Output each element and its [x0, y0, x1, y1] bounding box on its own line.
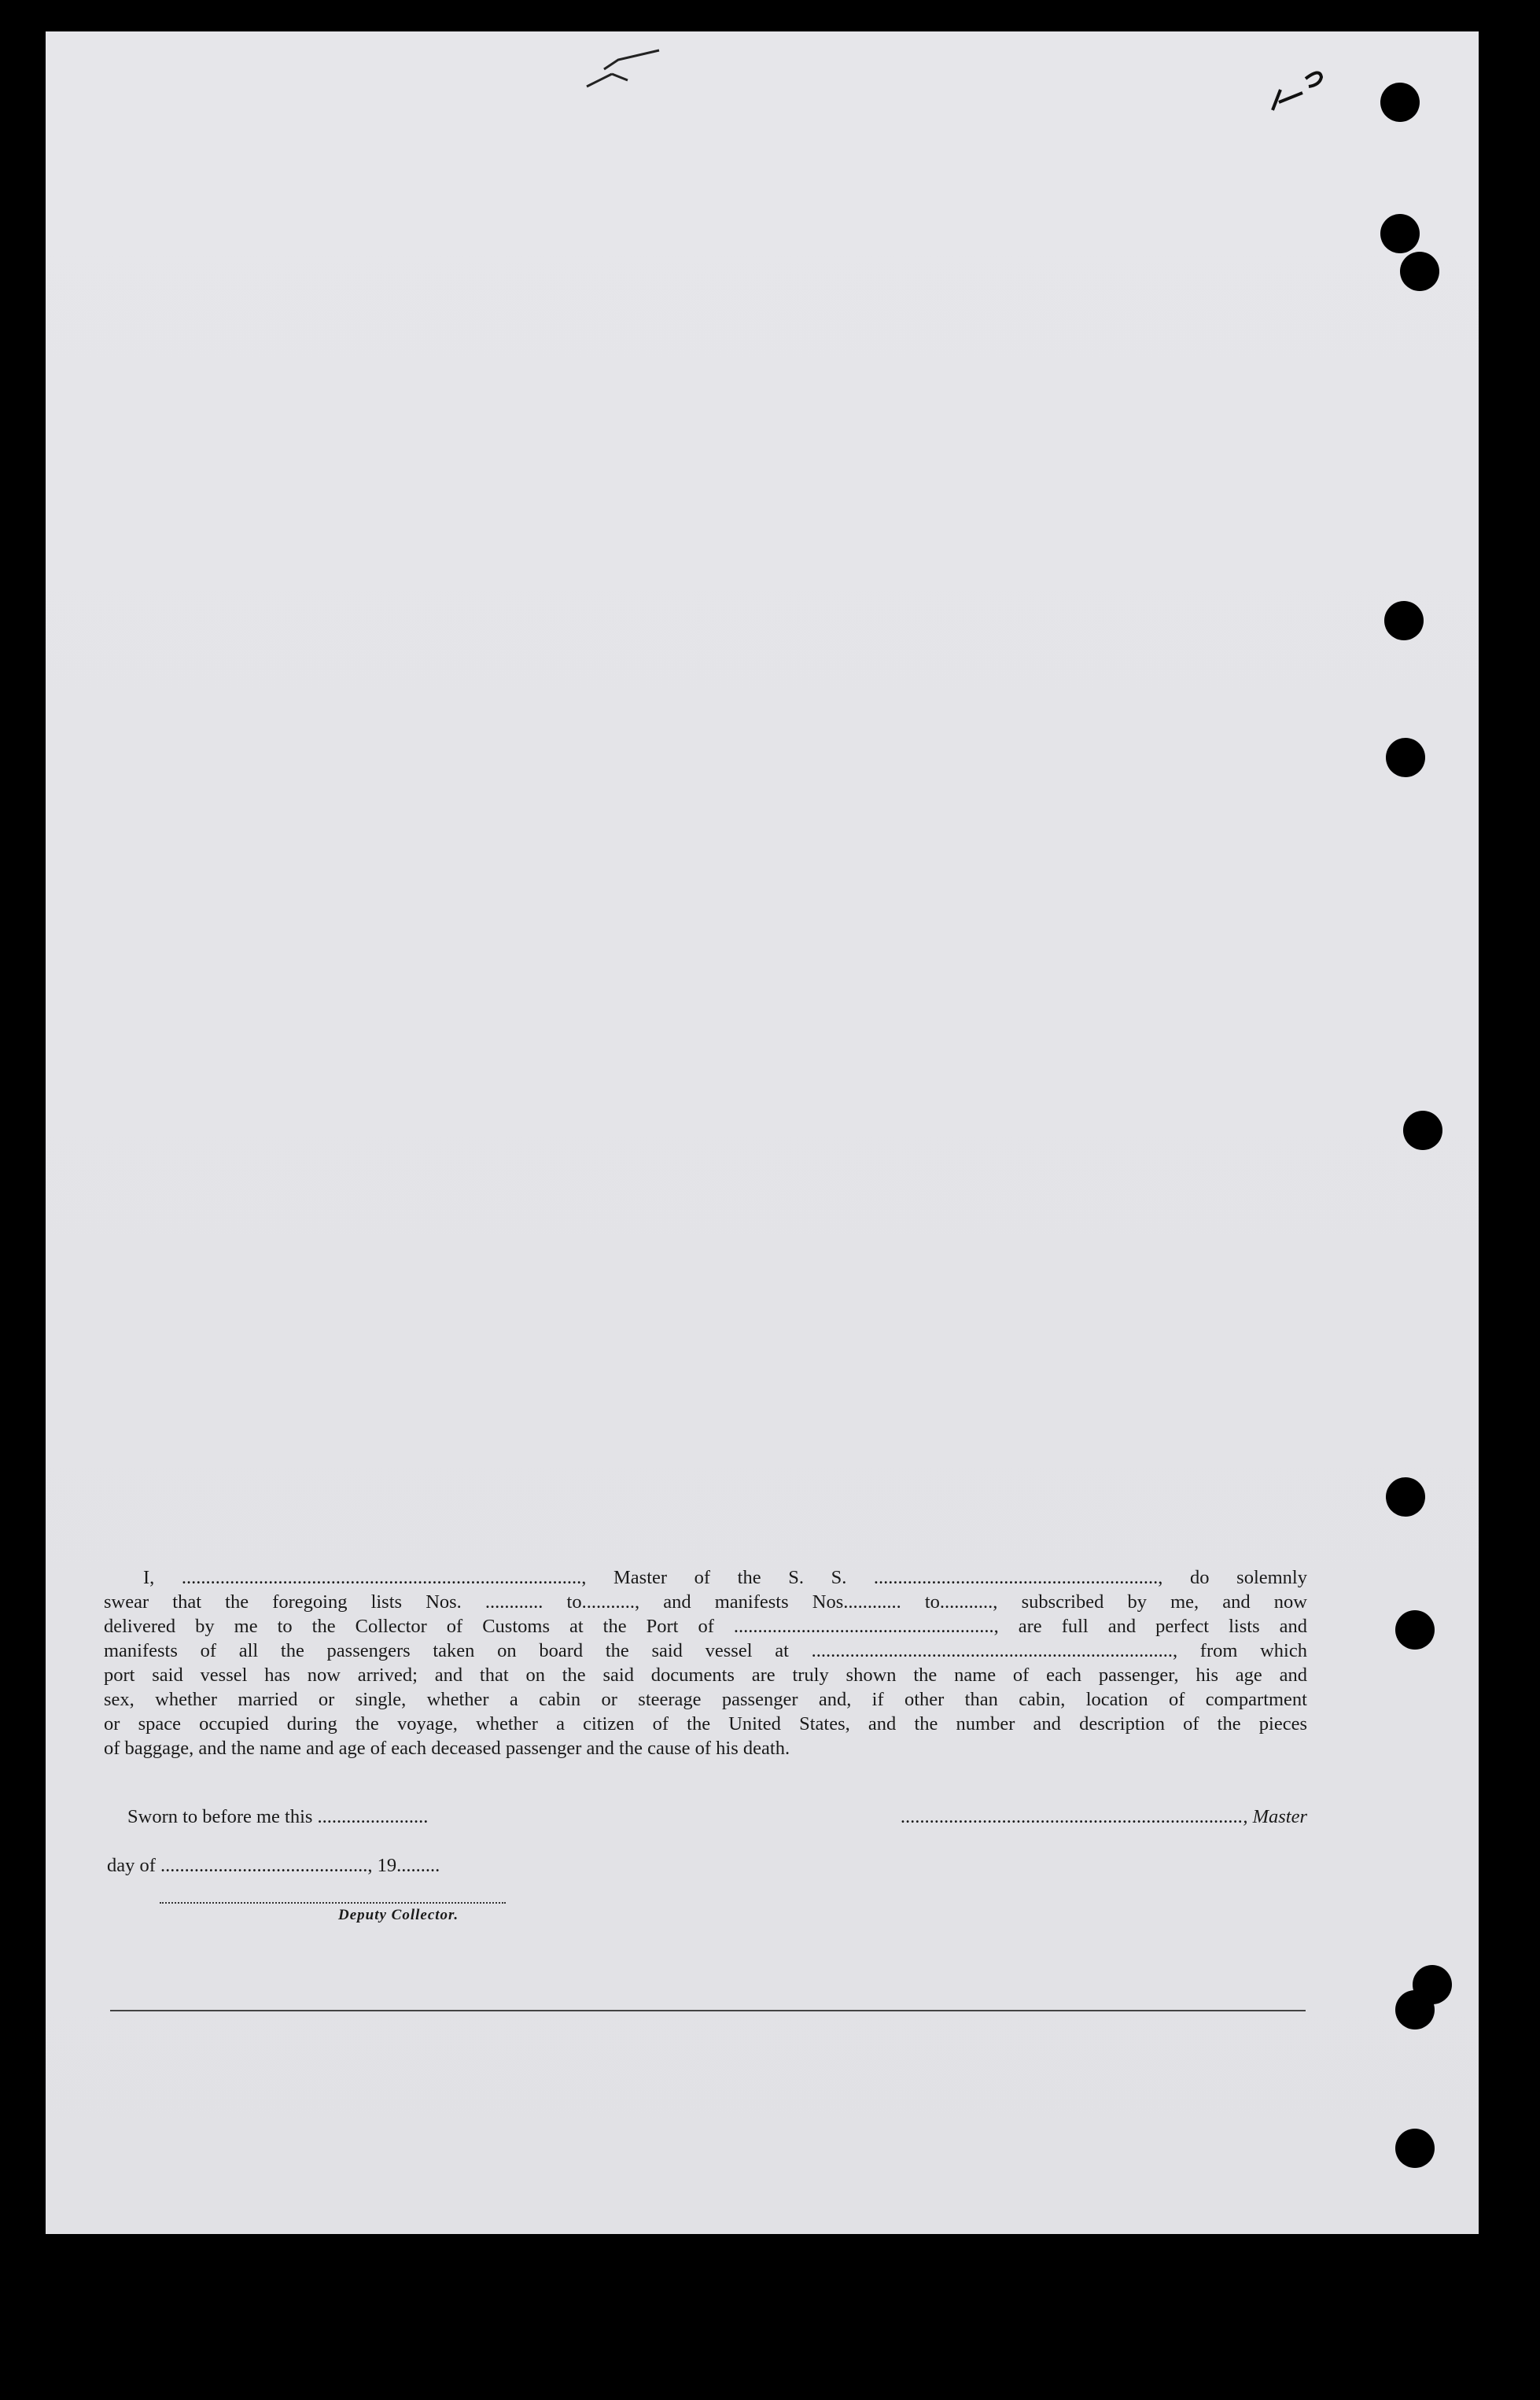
- punch-hole-2: [1380, 214, 1420, 253]
- punch-hole-4: [1384, 601, 1424, 640]
- oath-line: swear that the foregoing lists Nos. ............ to..........., and manifests Nos............ to..........., subscribed by me, and now: [104, 1591, 1307, 1613]
- master-signature-line: [804, 1806, 1307, 1828]
- deputy-signature-line: [160, 1902, 506, 1904]
- punch-hole-7: [1386, 1477, 1425, 1517]
- sworn-before-line: Sworn to before me this .......................: [127, 1806, 429, 1827]
- bottom-rule: [110, 2010, 1306, 2011]
- punch-hole-8: [1395, 1610, 1435, 1650]
- punch-hole-10: [1395, 1990, 1435, 2029]
- master-signature-text: ......................................................................., Master: [901, 1806, 1307, 1827]
- pencil-mark-top-left: [580, 46, 667, 93]
- punch-hole-6: [1403, 1111, 1442, 1150]
- date-line: day of ..........................................., 19.........: [107, 1855, 440, 1876]
- oath-line: of baggage, and the name and age of each deceased passenger and the cause of his death.: [104, 1738, 790, 1759]
- pencil-mark-top-right: [1265, 63, 1336, 126]
- oath-line: I, ..................................................................................., Master of the S. S. ..........................................................., do solemnly: [143, 1567, 1307, 1588]
- oath-line: sex, whether married or single, whether a cabin or steerage passenger and, if other than cabin, location of compartment: [104, 1689, 1307, 1710]
- punch-hole-3: [1400, 252, 1439, 291]
- oath-line: delivered by me to the Collector of Customs at the Port of ......................................................, are full and perfect lists and: [104, 1616, 1307, 1637]
- punch-hole-5: [1386, 738, 1425, 777]
- deputy-collector-label: Deputy Collector.: [338, 1907, 459, 1923]
- punch-hole-1: [1380, 83, 1420, 122]
- document-page: [46, 31, 1479, 2234]
- oath-line: manifests of all the passengers taken on board the said vessel at ..........................................................................., from which: [104, 1640, 1307, 1661]
- oath-line: port said vessel has now arrived; and that on the said documents are truly shown the name of each passenger, his age and: [104, 1665, 1307, 1686]
- master-oath-paragraph: [104, 1565, 1307, 1760]
- punch-hole-11: [1395, 2129, 1435, 2168]
- oath-line: or space occupied during the voyage, whether a citizen of the United States, and the number and description of the pieces: [104, 1713, 1307, 1735]
